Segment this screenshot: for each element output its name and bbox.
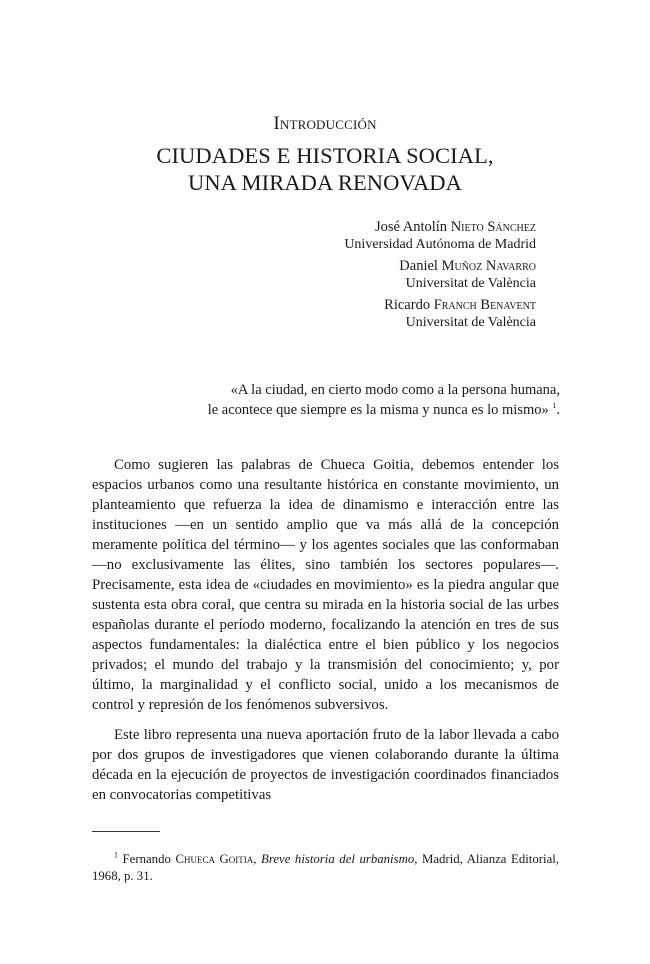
author-1 bbox=[344, 218, 536, 254]
section-label: Introducción bbox=[273, 113, 377, 134]
authors-block bbox=[344, 218, 536, 335]
author-affiliation: Universitat de València bbox=[405, 276, 536, 291]
body-paragraph-2: Este libro representa una nueva aportación fruto de la labor llevada a cabo por dos grupos de investigadores que vienen colaborando durante la última década en la ejecución de proyectos de investigación coordinados financiados en convocatorias competitivas bbox=[92, 727, 559, 803]
chapter-title-line-1: CIUDADES E HISTORIA SOCIAL, bbox=[156, 143, 494, 168]
chapter-title-line-2: UNA MIRADA RENOVADA bbox=[187, 170, 462, 195]
author-first-name: Daniel bbox=[399, 258, 438, 274]
footnote-separator bbox=[92, 831, 160, 832]
epigraph bbox=[208, 380, 560, 420]
footnote-author: Chueca Goitia bbox=[175, 852, 254, 866]
footnote-work-title: Breve historia del urbanismo bbox=[261, 852, 415, 866]
body-paragraph-1: Como sugieren las palabras de Chueca Goitia, debemos entender los espacios urbanos como una resultante histórica en constante movimiento, un planteamiento que refuerza la idea de dinamismo e interacción entre las instituciones —en un sentido amplio que va más allá de la concepción meramente política del término— y los agentes sociales que las conformaban —no exclusivamente las élites, sino también los sectores populares—. Precisamente, esta idea de «ciudades en movimiento» es la piedra angular que sustenta esta obra coral, que centra su mirada en la historia social de las urbes españolas durante el período moderno, focalizando la atención en tres de sus aspectos fundamentales: la dialéctica entre el bien público y los negocios privados; el mundo del trabajo y la transmisión del conocimiento; y, por último, la marginalidad y el conflicto social, unido a los mecanismos de control y represión de los fenómenos subversivos. bbox=[92, 457, 559, 713]
footnote-prefix: Fernando bbox=[122, 852, 171, 866]
author-last-name: Muñoz Navarro bbox=[441, 258, 536, 274]
author-last-name: Nieto Sánchez bbox=[450, 219, 536, 235]
epigraph-line-1: «A la ciudad, en cierto modo como a la persona humana, bbox=[230, 382, 560, 398]
epigraph-end-punctuation: . bbox=[556, 402, 560, 418]
author-2 bbox=[344, 257, 536, 293]
epigraph-line-2-text: le acontece que siempre es la misma y nunca es lo mismo» bbox=[207, 402, 549, 418]
author-name bbox=[344, 296, 536, 314]
author-first-name: Ricardo bbox=[384, 297, 431, 313]
epigraph-line-2 bbox=[208, 400, 560, 420]
footnote-number: 1 bbox=[114, 850, 118, 860]
author-affiliation: Universidad Autónoma de Madrid bbox=[344, 237, 536, 252]
author-name bbox=[344, 257, 536, 275]
footnote-separator-text: , bbox=[253, 852, 262, 866]
author-affiliation: Universitat de València bbox=[405, 315, 536, 330]
author-last-name: Franch Benavent bbox=[433, 297, 536, 313]
author-3 bbox=[344, 296, 536, 332]
footnote-reference[interactable]: 1 bbox=[552, 401, 557, 411]
body-text bbox=[92, 455, 559, 815]
author-first-name: José Antolín bbox=[374, 219, 448, 235]
author-name bbox=[344, 218, 536, 236]
footnote-publication-details: , Madrid, Alianza Editorial, 1968, p. 31. bbox=[92, 852, 560, 883]
footnote bbox=[92, 851, 559, 885]
